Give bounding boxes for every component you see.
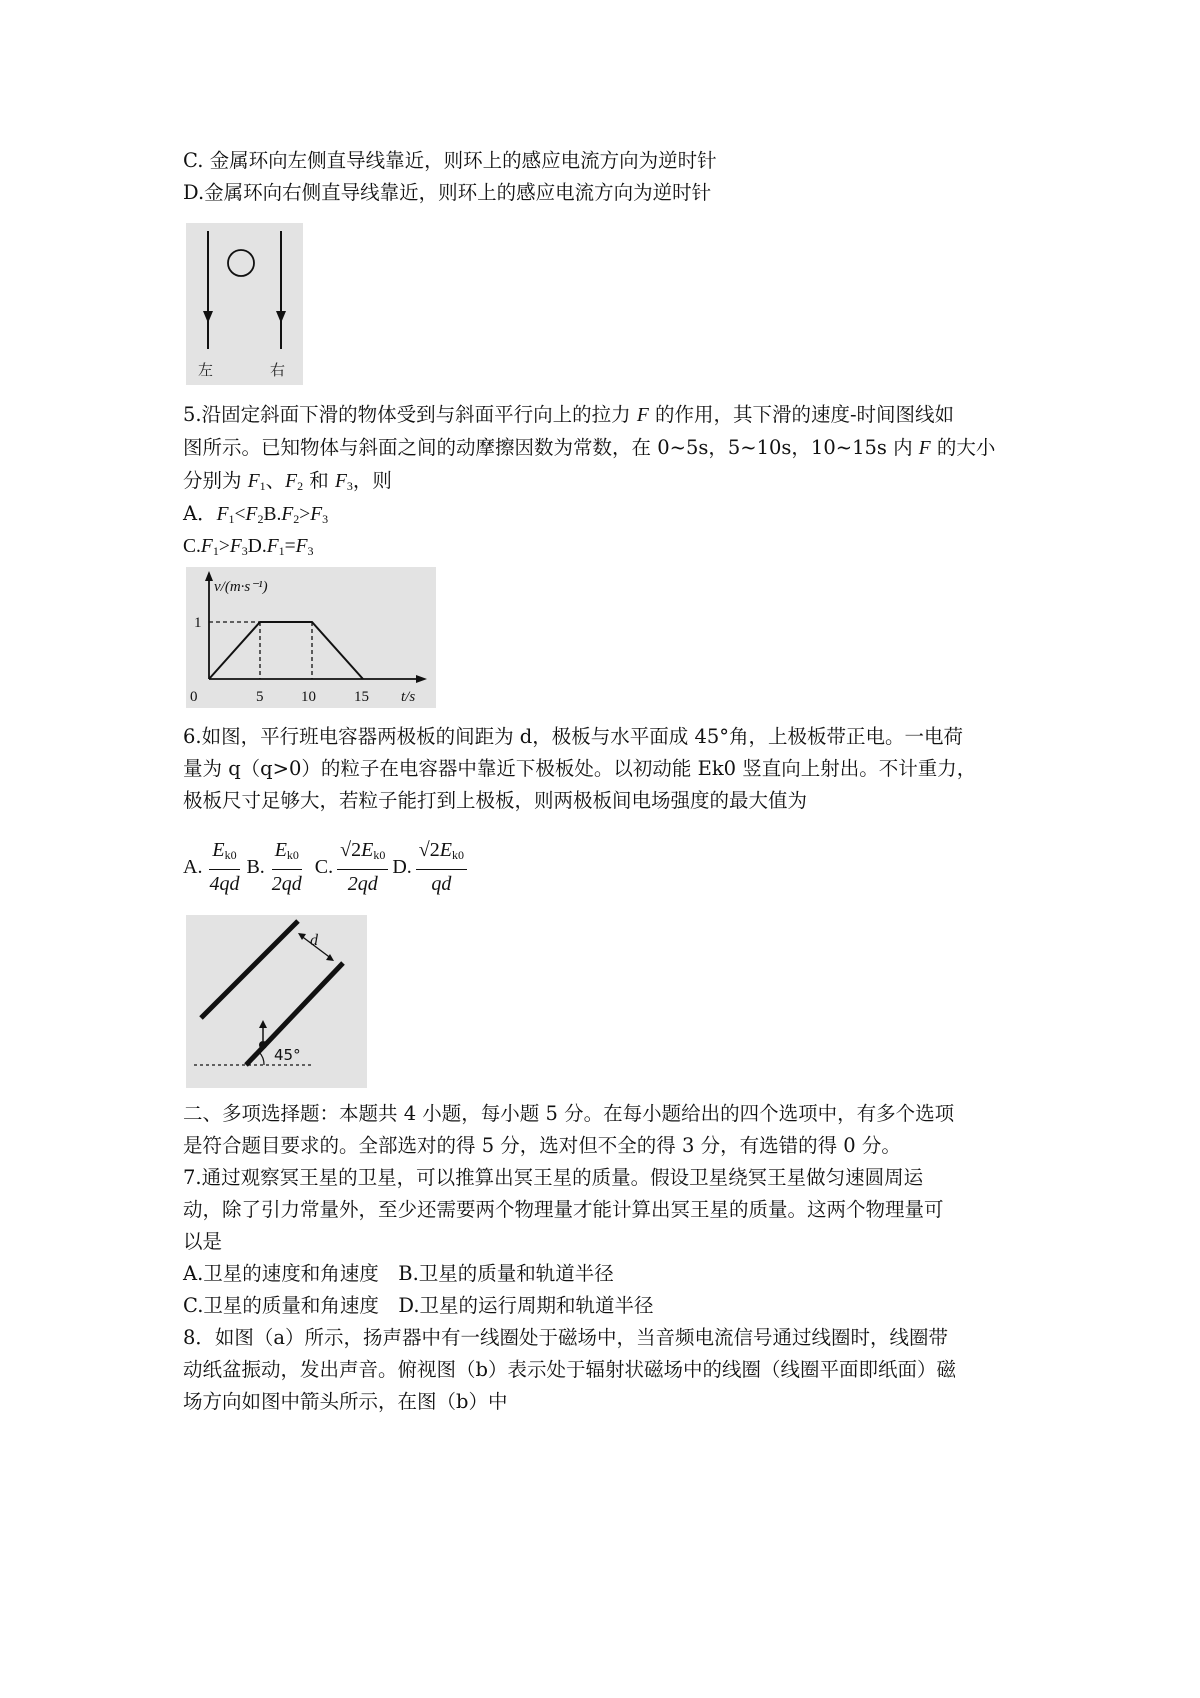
q5-options-ab: A．$F_1<F_2B.F_2>F_3$ bbox=[183, 502, 329, 526]
left-wire-arrow-icon bbox=[203, 311, 213, 323]
velocity-line bbox=[209, 622, 363, 679]
q6-line1: 6.如图，平行班电容器两极板的间距为 d，极板与水平面成 45°角，上极板带正电。一电荷 bbox=[183, 725, 964, 748]
q6-line3: 极板尺寸足够大，若粒子能打到上极板，则两极板间电场强度的最大值为 bbox=[183, 789, 808, 812]
q8-line2: 动纸盆振动，发出声音。俯视图（b）表示处于辐射状磁场中的线圈（线圈平面即纸面）磁 bbox=[183, 1358, 956, 1381]
q7-line2: 动，除了引力常量外，至少还需要两个物理量才能计算出冥王星的质量。这两个物理量可 bbox=[183, 1198, 944, 1221]
q5-line1: 5.沿固定斜面下滑的物体受到与斜面平行向上的拉力 F 的作用，其下滑的速度-时间图线如 bbox=[183, 403, 955, 426]
q5-figure-vt-graph bbox=[186, 567, 436, 708]
q6-options bbox=[183, 838, 471, 896]
x-axis-label: t/s bbox=[401, 689, 416, 705]
velocity-arrow-icon bbox=[259, 1020, 267, 1028]
q6-option-c-label: C. bbox=[314, 855, 334, 878]
q6-line2: 量为 q（q>0）的粒子在电容器中靠近下极板处。以初动能 Ek0 竖直向上射出。不计重力， bbox=[183, 757, 977, 780]
q6-option-d-label: D. bbox=[392, 855, 412, 878]
y-axis-arrow-icon bbox=[205, 571, 213, 581]
y-tick-1: 1 bbox=[194, 615, 202, 631]
section2-line1: 二、多项选择题：本题共 4 小题，每小题 5 分。在每小题给出的四个选项中，有多个选项 bbox=[183, 1102, 955, 1125]
q7-options-ab: A.卫星的速度和角速度 B.卫星的质量和轨道半径 bbox=[183, 1262, 614, 1285]
q5-line2: 图所示。已知物体与斜面之间的动摩擦因数为常数，在 0~5s，5~10s，10~15s 内 F 的大小 bbox=[183, 436, 996, 459]
q4-figure-wires bbox=[186, 223, 303, 385]
q5-options-cd: $C.F_1>F_3D.F_1=F_3$ bbox=[183, 536, 314, 558]
label-right: 右 bbox=[270, 361, 286, 379]
q8-line3: 场方向如图中箭头所示，在图（b）中 bbox=[183, 1390, 508, 1413]
q7-options-cd: C.卫星的质量和角速度 D.卫星的运行周期和轨道半径 bbox=[183, 1294, 654, 1317]
d-label: d bbox=[310, 932, 318, 949]
particle bbox=[259, 1041, 267, 1049]
q8-line1: 8．如图（a）所示，扬声器中有一线圈处于磁场中，当音频电流信号通过线圈时，线圈带 bbox=[183, 1326, 949, 1349]
section2-line2: 是符合题目要求的。全部选对的得 5 分，选对但不全的得 3 分，有选错的得 0 分。 bbox=[183, 1134, 901, 1157]
q5-line3: 分别为 $F_1$、$F_2$ 和 $F_3$，则 bbox=[183, 469, 392, 493]
q4-option-d: D.金属环向右侧直导线靠近，则环上的感应电流方向为逆时针 bbox=[183, 181, 712, 204]
upper-plate bbox=[201, 921, 298, 1018]
x-tick-10: 10 bbox=[301, 689, 316, 705]
angle-label: 45° bbox=[274, 1046, 301, 1064]
x-tick-15: 15 bbox=[354, 689, 369, 705]
q4-option-c: C. 金属环向左侧直导线靠近，则环上的感应电流方向为逆时针 bbox=[183, 149, 717, 172]
x-tick-0: 0 bbox=[190, 689, 198, 705]
y-axis-label: v/(m·s⁻¹) bbox=[214, 579, 268, 595]
label-left: 左 bbox=[198, 361, 214, 379]
q6-option-a-fraction: $\frac{E_{k0}}{4qd}$ bbox=[209, 839, 240, 895]
q6-option-d-fraction: $\frac{√2E_{k0}}{qd}$ bbox=[416, 837, 467, 897]
q6-option-b-fraction: $\frac{E_{k0}}{2qd}$ bbox=[271, 839, 302, 895]
x-axis-arrow-icon bbox=[416, 675, 427, 683]
right-wire-arrow-icon bbox=[276, 311, 286, 323]
q6-option-b-label: B. bbox=[246, 855, 265, 878]
metal-ring bbox=[228, 250, 254, 276]
q6-option-c-fraction: $\frac{√2E_{k0}}{2qd}$ bbox=[337, 837, 388, 897]
q6-figure-capacitor bbox=[186, 915, 367, 1088]
q7-line3: 以是 bbox=[183, 1230, 223, 1253]
x-tick-5: 5 bbox=[256, 689, 264, 705]
q6-option-a-label: A. bbox=[183, 855, 203, 878]
q7-line1: 7.通过观察冥王星的卫星，可以推算出冥王星的质量。假设卫星绕冥王星做匀速圆周运 bbox=[183, 1166, 924, 1189]
